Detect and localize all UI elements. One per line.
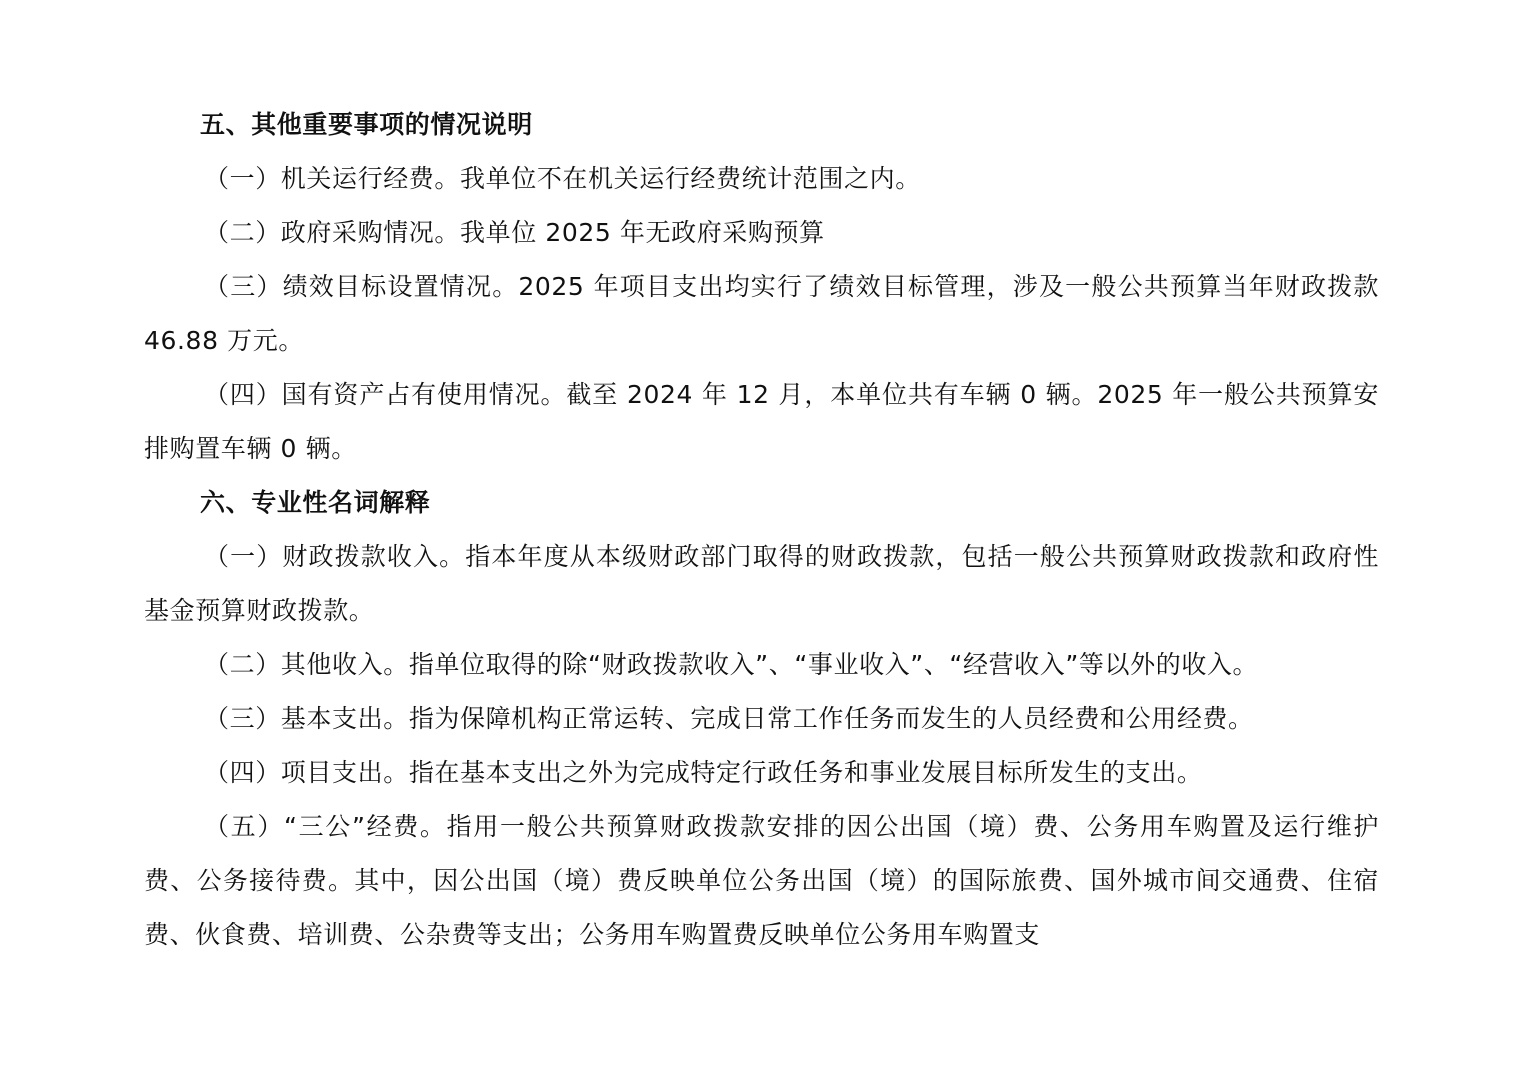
paragraph-text: 2025 年项目支出均实行了绩效目标管理，涉及一般公共预算当年财政拨款 46.88 万元。 [144,272,1379,355]
paragraph-lead: （一）机关运行经费。 [204,164,461,193]
paragraph-lead: （四）项目支出。 [204,758,409,787]
paragraph-project-expenditure [144,746,1379,800]
paragraph-lead: （五）“三公”经费。 [204,812,447,841]
paragraph-text: 指用一般公共预算财政拨款安排的因公出国（境）费、公务用车购置及运行维护费、公务接待费。其中，因公出国（境）费反映单位公务出国（境）的国际旅费、国外城市间交通费、住宿费、伙食费、培训费、公杂费等支出；公务用车购置费反映单位公务用车购置支 [144,812,1379,949]
paragraph-text: 我单位 2025 年无政府采购预算 [460,218,825,247]
paragraph-text: 截至 2024 年 12 月，本单位共有车辆 0 辆。2025 年一般公共预算安排购置车辆 0 辆。 [144,380,1379,463]
paragraph-lead: （三）绩效目标设置情况。 [204,272,519,301]
paragraph-state-assets [144,368,1379,476]
paragraph-text: 我单位不在机关运行经费统计范围之内。 [460,164,921,193]
paragraph-government-procurement [144,206,1379,260]
paragraph-lead: （四）国有资产占有使用情况。 [204,380,567,409]
paragraph-text: 指为保障机构正常运转、完成日常工作任务而发生的人员经费和公用经费。 [408,704,1254,733]
paragraph-text: 指单位取得的除“财政拨款收入”、“事业收入”、“经营收入”等以外的收入。 [408,650,1259,679]
paragraph-performance-targets [144,260,1379,368]
paragraph-lead: （二）其他收入。 [204,650,409,679]
paragraph-lead: （二）政府采购情况。 [204,218,461,247]
section-heading-terminology: 六、专业性名词解释 [200,488,431,517]
paragraph-operating-expenses [144,152,1379,206]
paragraph-fiscal-appropriation-income [144,530,1379,638]
paragraph-basic-expenditure [144,692,1379,746]
paragraph-text: 指本年度从本级财政部门取得的财政拨款，包括一般公共预算财政拨款和政府性基金预算财政拨款。 [144,542,1379,625]
paragraph-lead: （一）财政拨款收入。 [204,542,466,571]
section-heading-other-matters: 五、其他重要事项的情况说明 [200,110,533,139]
paragraph-other-income [144,638,1379,692]
paragraph-three-public-expenses [144,800,1379,962]
paragraph-text: 指在基本支出之外为完成特定行政任务和事业发展目标所发生的支出。 [408,758,1203,787]
paragraph-lead: （三）基本支出。 [204,704,409,733]
document-body [144,98,1379,962]
